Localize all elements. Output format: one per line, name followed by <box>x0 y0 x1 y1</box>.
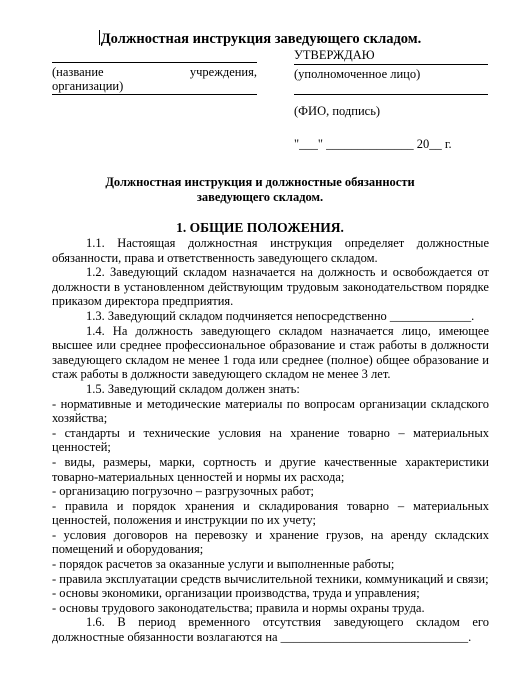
approve-heading: УТВЕРЖДАЮ <box>294 48 488 65</box>
paragraph-1-6: 1.6. В период временного отсутствия заведующего складом его должностные обязанности возлагаются на ______________________________. <box>52 615 489 645</box>
fio-signature-label: (ФИО, подпись) <box>294 104 381 118</box>
paragraph-1-2: 1.2. Заведующий складом назначается на должность и освобождается от должности в установленном действующим трудовым законодательством порядке приказом директора предприятия. <box>52 265 489 309</box>
knowledge-item: - правила и порядок хранения и складирования товарно – материальных ценностей, положения и инструкции по их учету; <box>52 498 489 528</box>
knowledge-item: - организацию погрузочно – разгрузочных работ; <box>52 484 315 499</box>
document-title-text: Должностная инструкция заведующего складом. <box>100 31 422 47</box>
knowledge-item: - порядок расчетов за оказанные услуги и выполненные работы; <box>52 557 395 572</box>
organization-label-line2: организации) <box>52 79 257 95</box>
paragraph-1-4: 1.4. На должность заведующего складом назначается лицо, имеющее высшее или среднее профессиональное образование и стаж работы в должности заведующего складом не менее 1 года или среднее (полное) общее образование и стаж работы в должности заведующего складом не менее 3 лет. <box>52 323 489 382</box>
subtitle-line2: заведующего складом. <box>196 190 324 204</box>
knowledge-item: - основы экономики, организации производства, труда и управления; <box>52 586 420 601</box>
knowledge-item: - стандарты и технические условия на хранение товарно – материальных ценностей; <box>52 425 489 455</box>
organization-label-word2: учреждения, <box>189 65 257 79</box>
authorized-person-label: (уполномоченное лицо) <box>294 67 421 81</box>
organization-name-line <box>52 62 257 63</box>
knowledge-item: - условия договоров на перевозку и хранение грузов, на аренду складских помещений и оборудования; <box>52 527 489 557</box>
organization-block <box>52 62 257 95</box>
document-title <box>0 30 520 48</box>
subtitle-line1: Должностная инструкция и должностные обязанности <box>105 175 415 189</box>
knowledge-item: - правила эксплуатации средств вычислительной техники, коммуникаций и связи; <box>52 571 489 586</box>
section-heading: 1. ОБЩИЕ ПОЛОЖЕНИЯ. <box>176 220 344 235</box>
knowledge-item: - виды, размеры, марки, сортность и другие качественные характеристики товарно-материальных ценностей и нормы их расхода; <box>52 454 489 484</box>
section-body <box>52 236 489 645</box>
paragraph-1-1: 1.1. Настоящая должностная инструкция определяет должностные обязанности, права и ответственность заведующего складом. <box>52 236 489 265</box>
paragraph-1-3: 1.3. Заведующий складом подчиняется непосредственно _____________. <box>86 308 475 323</box>
document-subtitle <box>0 175 520 205</box>
approval-block <box>294 48 494 152</box>
knowledge-item: - основы трудового законодательства; правила и нормы охраны труда. <box>52 600 425 615</box>
paragraph-1-5: 1.5. Заведующий складом должен знать: <box>86 381 300 396</box>
organization-label <box>52 65 257 95</box>
knowledge-item: - нормативные и методические материалы по вопросам организации складского хозяйства; <box>52 396 489 426</box>
text-cursor <box>99 30 100 45</box>
organization-label-word1: (название <box>52 65 104 79</box>
signature-line <box>294 94 488 95</box>
approval-date: "___" ______________ 20__ г. <box>294 137 452 151</box>
